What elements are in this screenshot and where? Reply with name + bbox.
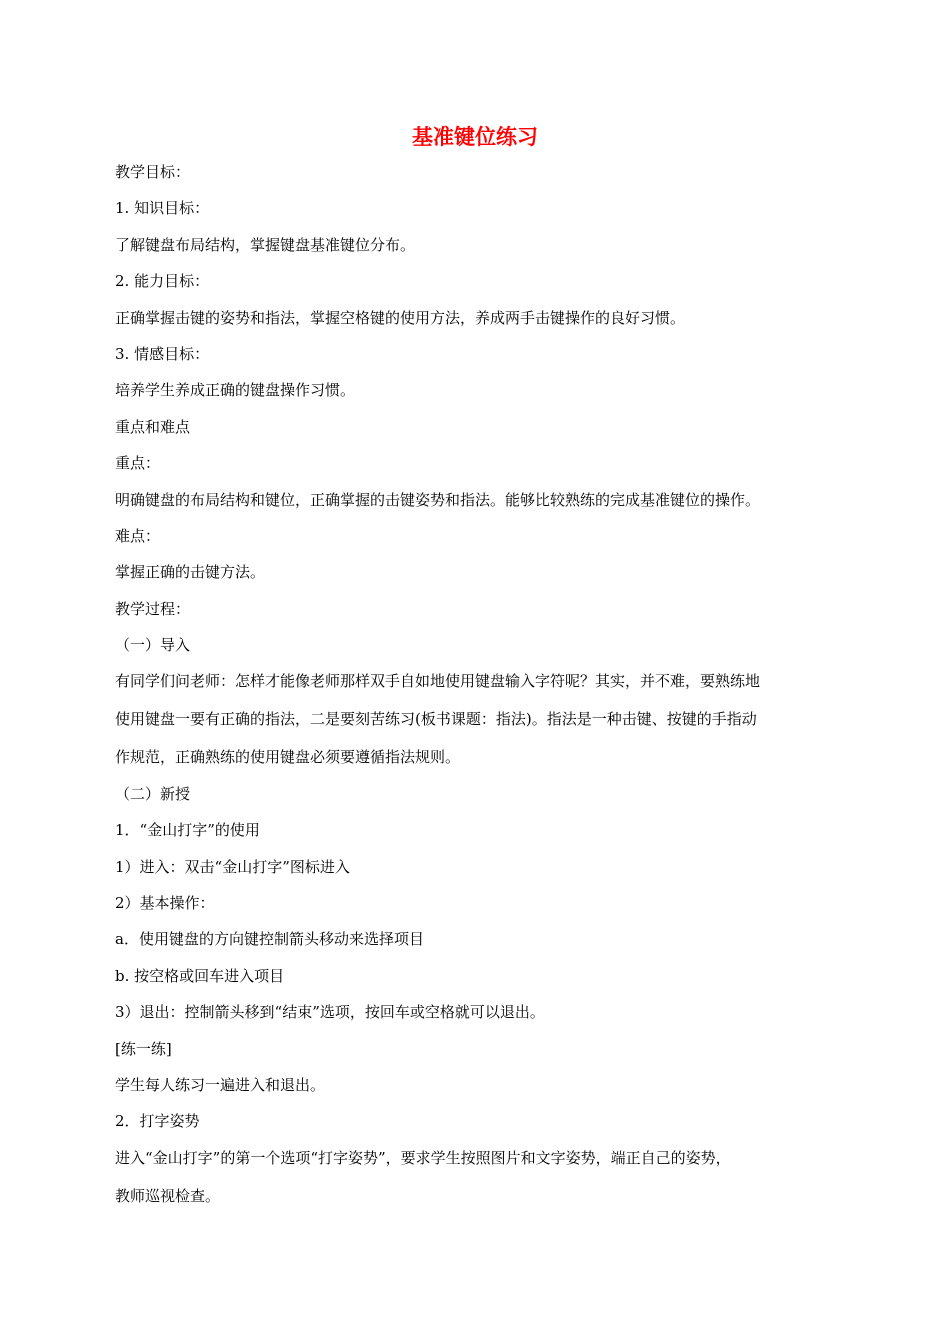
difficulty-heading: 难点：: [115, 526, 161, 545]
objective-knowledge-text: 了解键盘布局结构，掌握键盘基准键位分布。: [115, 235, 416, 254]
key-point-heading: 重点：: [115, 454, 161, 473]
practice-heading: [练一练]: [115, 1039, 172, 1058]
section-heading-objectives: 教学目标：: [115, 163, 191, 181]
section-heading-process: 教学过程：: [115, 599, 191, 618]
step-basic-a: a．使用键盘的方向键控制箭头移动来选择项目: [115, 930, 424, 949]
document-body: [115, 160, 840, 1220]
intro-paragraph-line: 使用键盘一要有正确的指法，二是要刻苦练习(板书课题：指法)。指法是一种击键、按键的手指动: [115, 710, 757, 729]
intro-paragraph-line: 作规范，正确熟练的使用键盘必须要遵循指法规则。: [115, 748, 461, 767]
step-basic-b: b. 按空格或回车进入项目: [115, 966, 285, 985]
document-title: 基准键位练习: [412, 125, 538, 149]
step-enter: 1）进入：双击“金山打字”图标进入: [115, 857, 350, 876]
objective-ability-heading: 2. 能力目标：: [115, 272, 210, 291]
section-heading-key-points: 重点和难点: [115, 417, 191, 436]
posture-paragraph: [115, 1146, 840, 1208]
objective-knowledge-heading: 1. 知识目标：: [115, 199, 210, 218]
intro-paragraph: [115, 669, 840, 769]
step-basic-operation: 2）基本操作：: [115, 894, 215, 913]
subsection-new-heading: （二）新授: [115, 784, 191, 803]
posture-paragraph-line: 进入“金山打字”的第一个选项“打字姿势”，要求学生按照图片和文字姿势，端正自己的姿势，: [115, 1148, 731, 1167]
step-exit: 3）退出：控制箭头移到“结束”选项，按回车或空格就可以退出。: [115, 1003, 545, 1022]
objective-emotion-heading: 3. 情感目标：: [115, 344, 210, 363]
difficulty-text: 掌握正确的击键方法。: [115, 563, 266, 582]
objective-emotion-text: 培养学生养成正确的键盘操作习惯。: [115, 381, 356, 400]
intro-paragraph-line: 有同学们问老师：怎样才能像老师那样双手自如地使用键盘输入字符呢？其实，并不难，要熟练地: [115, 672, 761, 691]
item-typing-posture: 2．打字姿势: [115, 1112, 200, 1131]
key-point-text: 明确键盘的布局结构和键位，正确掌握的击键姿势和指法。能够比较熟练的完成基准键位的操作。: [115, 490, 761, 509]
subsection-intro-heading: （一）导入: [115, 636, 191, 655]
practice-text: 学生每人练习一遍进入和退出。: [115, 1075, 326, 1094]
item-jinshan-usage: 1．“金山打字”的使用: [115, 821, 260, 840]
posture-paragraph-line: 教师巡视检查。: [115, 1186, 221, 1205]
objective-ability-text: 正确掌握击键的姿势和指法，掌握空格键的使用方法，养成两手击键操作的良好习惯。: [115, 308, 686, 327]
